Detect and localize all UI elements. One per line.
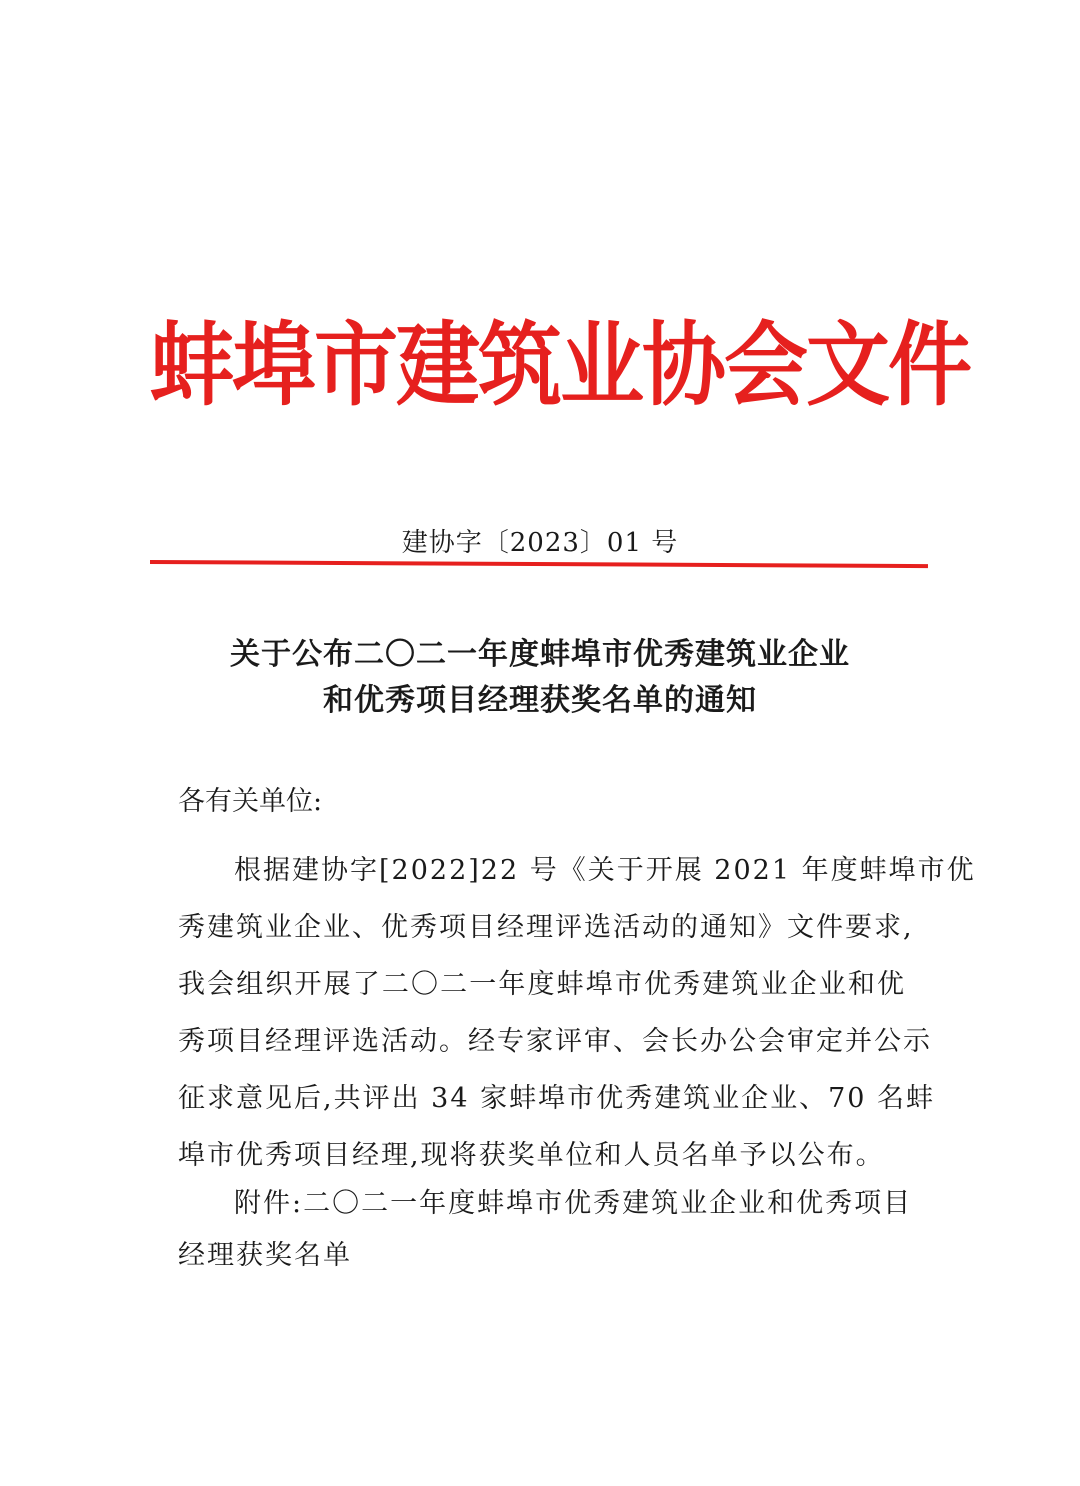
notice-title-line-1: 关于公布二〇二一年度蚌埠市优秀建筑业企业 (230, 637, 850, 672)
masthead-title: 蚌埠市建筑业协会文件 (150, 312, 971, 418)
attachment-paragraph (178, 1178, 913, 1282)
body-line: 秀项目经理评选活动。经专家评审、会长办公会审定并公示 (178, 1026, 932, 1057)
attachment-line: 经理获奖名单 (178, 1240, 352, 1271)
salutation: 各有关单位: (178, 786, 323, 817)
body-line: 我会组织开展了二〇二一年度蚌埠市优秀建筑业企业和优 (178, 969, 906, 1000)
red-divider-line (150, 560, 928, 568)
notice-title-line-2: 和优秀项目经理获奖名单的通知 (323, 683, 757, 718)
document-number: 建协字〔2023〕01 号 (401, 528, 679, 558)
body-line: 秀建筑业企业、优秀项目经理评选活动的通知》文件要求, (178, 912, 914, 943)
body-line: 埠市优秀项目经理,现将获奖单位和人员名单予以公布。 (178, 1140, 885, 1171)
body-line: 征求意见后,共评出 34 家蚌埠市优秀建筑业企业、70 名蚌 (178, 1083, 936, 1114)
notice-title (150, 632, 930, 724)
body-paragraph (178, 842, 976, 1184)
body-line: 根据建协字[2022]22 号《关于开展 2021 年度蚌埠市优 (234, 855, 976, 886)
attachment-line: 附件:二〇二一年度蚌埠市优秀建筑业企业和优秀项目 (234, 1188, 913, 1219)
